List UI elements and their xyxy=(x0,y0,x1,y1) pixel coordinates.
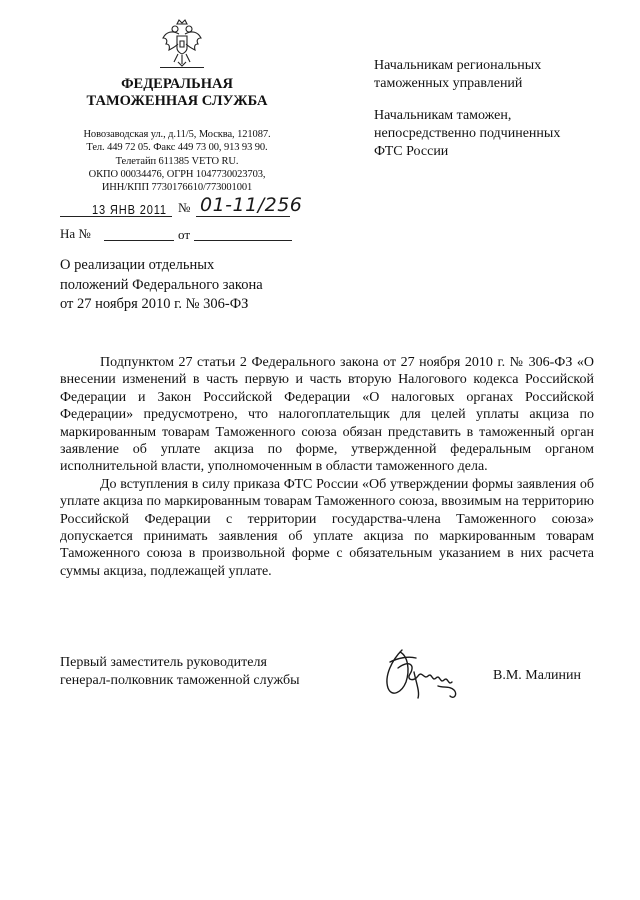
addressee-line: таможенных управлений xyxy=(374,76,523,91)
organization-name-line: ФЕДЕРАЛЬНАЯ xyxy=(121,76,233,92)
registration-number: 01-11/256 xyxy=(200,194,303,216)
addressee xyxy=(374,57,624,175)
address-line: Новозаводская ул., д.11/5, Москва, 121087. xyxy=(83,129,271,140)
reference-number-underline xyxy=(104,240,174,241)
address-line: ОКПО 00034476, ОГРН 1047730023703, xyxy=(88,168,266,180)
position-line: генерал-полковник таможенной службы xyxy=(60,673,300,688)
addressee-block xyxy=(374,57,624,93)
addressee-line: Начальникам региональных xyxy=(374,58,542,73)
address-line: Тел. 449 72 05. Факс 449 73 00, 913 93 90. xyxy=(86,142,268,154)
address-line: Телетайп 611385 VETO RU. xyxy=(115,155,239,167)
reference-date-underline xyxy=(194,240,292,241)
registration-date: 13 ЯНВ 2011 xyxy=(92,202,167,217)
subject-line: положений Федерального закона xyxy=(60,276,263,293)
subject-line: О реализации отдельных xyxy=(60,257,215,273)
letter-subject xyxy=(60,256,320,315)
position-line: Первый заместитель руководителя xyxy=(60,655,267,670)
addressee-block xyxy=(374,107,624,161)
handwritten-signature-icon xyxy=(380,642,470,704)
coat-of-arms-eagle-icon xyxy=(160,18,204,70)
addressee-line: непосредственно подчиненных xyxy=(374,126,561,141)
addressee-line: Начальникам таможен, xyxy=(374,108,512,123)
registration-number-sign: № xyxy=(178,200,191,215)
number-underline xyxy=(196,216,290,217)
address-line: ИНН/КПП 7730176610/773001001 xyxy=(101,182,253,194)
organization-address xyxy=(40,128,314,194)
letter-body xyxy=(60,354,594,580)
reference-date-label: от xyxy=(178,227,191,242)
signatory-name: В.М. Малинин xyxy=(493,668,582,683)
organization-name-line: ТАМОЖЕННАЯ СЛУЖБА xyxy=(86,93,268,109)
body-paragraph: Подпунктом 27 статьи 2 Федерального закона от 27 ноября 2010 г. № 306-ФЗ «О внесении изменений в часть первую и часть вторую Налогового кодекса Российской Федерации и Закон Российской Федерации «О налоговых органах Российской Федерации» предусмотрено, что налогоплательщик для целей уплаты акциза по маркированным товарам Таможенного союза обязан представить в таможенный орган заявление об уплате акциза по форме, утвержденной федеральным органом исполнительной власти, уполномоченным в области таможенного дела. xyxy=(60,355,594,475)
reference-number-label: На № xyxy=(60,226,91,241)
body-paragraph: До вступления в силу приказа ФТС России «Об утверждении формы заявления об уплате акциза по маркированным товарам Таможенного союза, ввозимым на территорию Российской Федерации с территории государства-члена Таможенного союза» допускается принимать заявления об уплате акциза по маркированным товарам Таможенного союза в произвольной форме с обязательным указанием в них расчета суммы акциза, подлежащей уплате. xyxy=(60,476,594,579)
addressee-line: ФТС России xyxy=(374,144,449,159)
organization-name xyxy=(40,76,314,110)
signatory-position xyxy=(60,654,360,690)
subject-line: от 27 ноября 2010 г. № 306-ФЗ xyxy=(60,296,249,312)
